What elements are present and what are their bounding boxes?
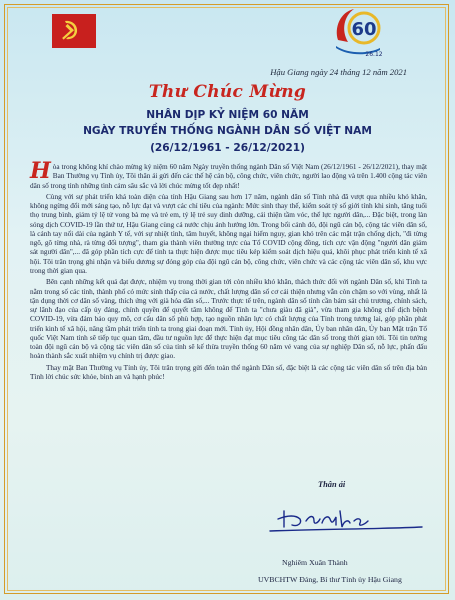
heading-dates: (26/12/1961 - 26/12/2021) <box>150 142 305 154</box>
signer-name: Nghiêm Xuân Thành <box>282 558 348 567</box>
paragraph-4: Thay mặt Ban Thường vụ Tỉnh ủy, Tôi trân trọng gửi đến toàn thể ngành Dân số, đặc biệt là các cộng tác viên dân số trên địa bàn Tỉnh lời chúc sức khỏe, bình an và hạnh phúc! <box>30 363 427 382</box>
paragraph-2: Cùng với sự phát triển khá toàn diện của tỉnh Hậu Giang sau hơn 17 năm, ngành dân số Tỉnh nhà đã vượt qua nhiều khó khăn, không ngừng đổi mới sáng tạo, nỗ lực đạt và vượt các chỉ tiêu của ngành: Mức sinh thay thế, kiểm soát tỷ số giới tính khi sinh, tăng tuổi thọ trung bình, giảm tỷ lệ tử vong bà mẹ và trẻ em, tỷ lệ trẻ suy dinh dưỡng, cải thiện tầm vóc, thể lực người dân,... Đặc biệt, trong làn sóng dịch COVID-19 lần thứ tư, Hậu Giang cùng cả nước chịu ảnh hưởng lớn. Trong bối cảnh đó, đội ngũ cán bộ, cộng tác viên dân số, là cánh tay nối dài của ngành Y tế, với sự nhiệt tình, tâm huyết, không ngại hiểm nguy, gian khó trên các mặt trận chống dịch, "đi từng ngõ, gõ từng nhà, rà từng đối tượng", tham gia thành viên thường trực của Tổ COVID cộng đồng, tích cực vận động "người dân giám sát người dân",... đã góp phần tích cực để tỉnh ta thực hiện được mục tiêu kép kiểm soát dịch hiệu quả, khôi phục phát triển kinh tế xã hội. Tôi trân trọng ghi nhận và biểu dương sự đóng góp của đội ngũ cán bộ, công chức, viên chức và các cộng tác viên dân số, khu vực trong thời gian qua. <box>30 192 427 275</box>
emblem-date: 26.12 <box>365 51 383 58</box>
paragraph-1-text: òa trong không khí chào mừng kỷ niệm 60 năm Ngày truyền thống ngành Dân số Việt Nam (26/12/1961 - 26/12/2021), thay mặt Ban Thường vụ Tỉnh ủy, Tôi thân ái gửi đến các thế hệ cán bộ, công chức, viên chức, người lao động và trên 1.400 cộng tác viên dân số trong tỉnh những tình cảm sâu sắc và lời chúc mừng tốt đẹp nhất! <box>30 163 427 190</box>
anniversary-emblem-icon <box>330 4 392 60</box>
signer-role: UVBCHTW Đảng, Bí thư Tỉnh ủy Hậu Giang <box>258 575 402 584</box>
heading-line-1: NHÂN DỊP KỶ NIỆM 60 NĂM <box>146 109 309 121</box>
party-flag-icon <box>52 14 96 48</box>
paragraph-3: Bên cạnh những kết quả đạt được, nhiệm vụ trong thời gian tới còn nhiều khó khăn, thách thức đối với ngành Dân số, khi Tỉnh ta nằm trong số các tỉnh, thành phố có mức sinh thấp của cả nước, chất lượng dân số cơ cải thiện nhưng vẫn còn chậm so với vùng, nhất là tận dụng thời cơ dân số vàng, thích ứng với già hóa dân số,... Trước thực tế trên, ngành dân số tỉnh cần bám sát chủ trương, chính sách, sự lãnh đạo của cấp ủy đảng, chính quyền để quyết tâm không để Tỉnh ta "chưa giàu đã già", vừa tham gia không chế dịch bệnh COVID-19, vừa đảm bảo quy mô, cơ cấu dân số phù hợp, tạo nguồn nhân lực có chất lượng của Tỉnh trong tương lai, góp phần phát triển kinh tế xã hội, nâng tầm phát triển tỉnh ta trong giai đoạn mới. Tỉnh ủy, Hội đồng nhân dân, Ủy ban nhân dân, Ủy ban Mặt trận Tổ quốc Việt Nam tỉnh sẽ tiếp tục quan tâm, đầu tư nguồn lực để thực hiện đạt mục tiêu công tác dân số trong thời gian tới. Tôi tin tưởng toàn đội ngũ cán bộ và cộng tác viên dân số của tỉnh sẽ kế thừa truyền thống 60 năm vẻ vang của sự nghiệp Dân số, nỗ lực, phấn đấu hoàn thành sắc xuất nhiệm vụ chính trị được giao. <box>30 278 427 361</box>
letter-date: Hậu Giang ngày 24 tháng 12 năm 2021 <box>270 67 407 77</box>
paragraph-1 <box>30 158 427 191</box>
letter-body <box>30 158 427 385</box>
closing-greeting: Thân ái <box>318 480 346 489</box>
drop-cap: H <box>30 158 51 184</box>
emblem-number: 60 <box>351 19 377 40</box>
handwritten-signature <box>262 489 432 541</box>
heading-line-2: NGÀY TRUYỀN THỐNG NGÀNH DÂN SỐ VIỆT NAM <box>83 125 372 137</box>
letter-title-script: Thư Chúc Mừng <box>148 82 307 102</box>
